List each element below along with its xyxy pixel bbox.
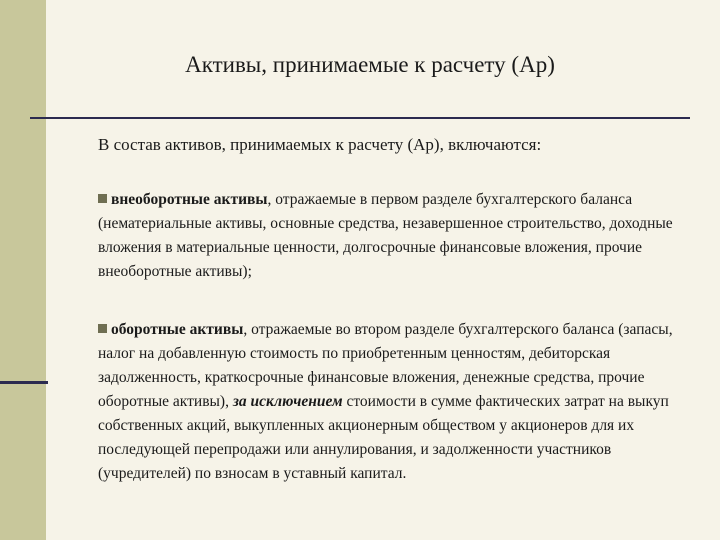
left-decor-band xyxy=(0,0,46,540)
bullet-term: внеоборотные активы xyxy=(111,191,268,208)
band-accent-line xyxy=(0,381,48,384)
bullet-text: , отражаемые во втором разделе бухгалтерского баланса (запасы, налог на добавленную стоимость по приобретенным ценностям, дебиторская задолженность, краткосрочные финансовые вложения, денежные средства, прочие оборотные активы), xyxy=(98,321,673,410)
bullet-noncurrent-assets xyxy=(98,188,690,284)
bullet-emphasis: за исключением xyxy=(232,393,343,410)
bullet-text-continued: стоимости в сумме фактических затрат на выкуп собственных акций, выкупленных акционерным обществом у акционеров для их последующей перепродажи или аннулирования, и задолженности участников (учредителей) по взносам в уставный капитал. xyxy=(98,393,669,482)
square-bullet-icon xyxy=(98,324,107,333)
bullet-current-assets xyxy=(98,318,690,486)
slide-title: Активы, принимаемые к расчету (Ар) xyxy=(185,52,555,77)
bullet-term: оборотные активы xyxy=(111,321,244,338)
square-bullet-icon xyxy=(98,194,107,203)
bullet-text: , отражаемые в первом разделе бухгалтерского баланса (нематериальные активы, основные средства, незавершенное строительство, доходные вложения в материальные ценности, долгосрочные финансовые вложения, прочие внеоборотные активы); xyxy=(98,191,673,280)
intro-text: В состав активов, принимаемых к расчету (Ар), включаются: xyxy=(98,135,542,154)
title-divider xyxy=(30,117,690,119)
